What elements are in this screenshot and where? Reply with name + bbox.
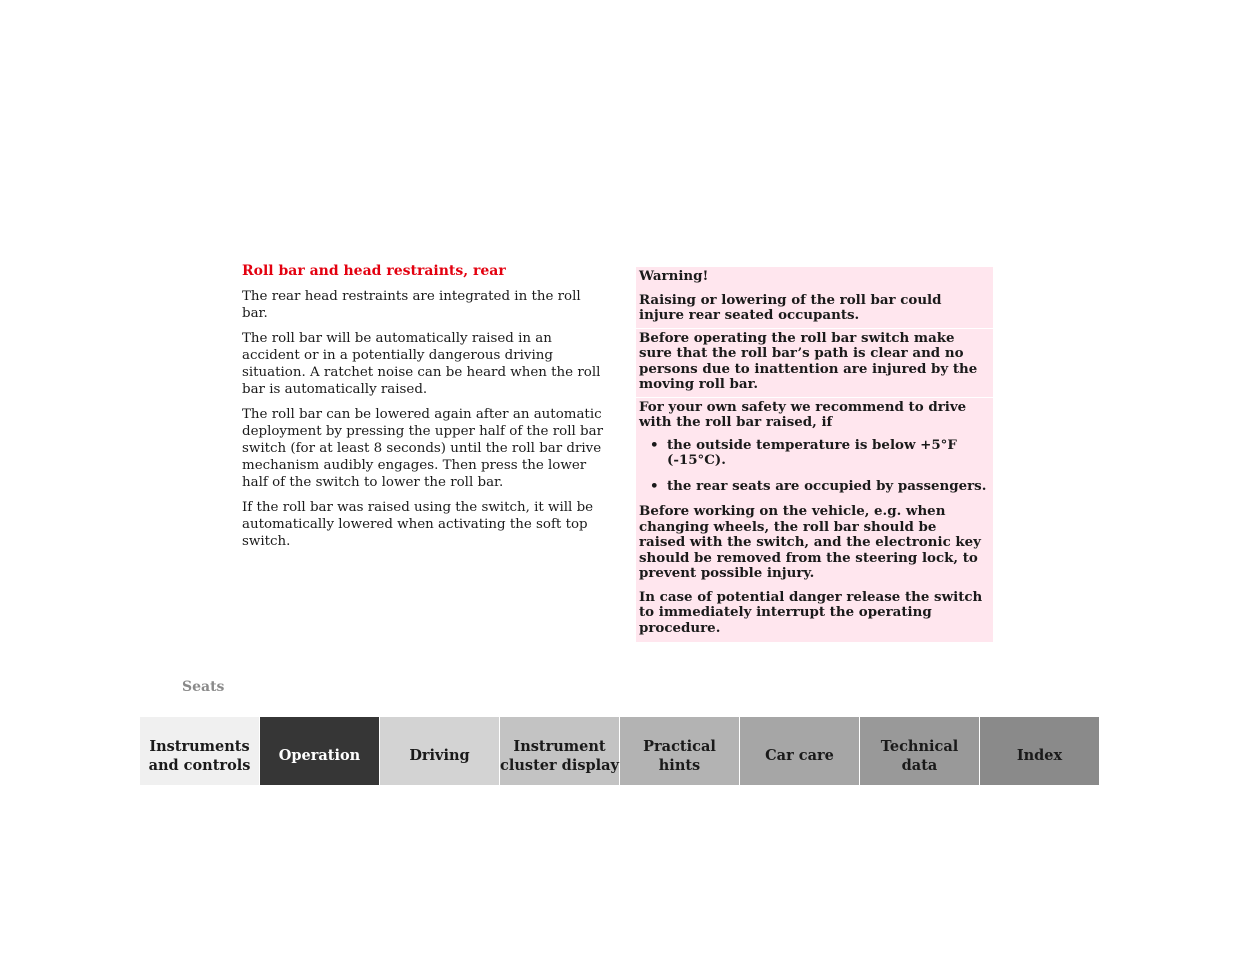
chapter-nav [140,717,1099,785]
section-heading: Roll bar and head restraints, rear [242,263,506,279]
paragraph: If the roll bar was raised using the switch, it will be automatically lowered when activating the soft top switch. [242,500,594,549]
tab-label-line: Index [1016,747,1063,764]
warning-bullet-list [639,438,987,495]
tab-label-line: Instruments [149,737,250,755]
main-content [242,263,607,558]
paragraph: The rear head restraints are integrated in the roll bar. [242,289,581,321]
paragraph: The roll bar can be lowered again after an automatic deployment by pressing the upper half of the roll bar switch (for at least 8 seconds) until the roll bar drive mechanism audibly engages. Then press the lower half of the switch to lower the roll bar. [242,407,603,490]
nav-tab-instruments-and-controls[interactable] [140,717,259,785]
nav-tab-driving[interactable] [380,717,499,785]
nav-tab-practical-hints[interactable] [620,717,739,785]
tab-label-line: data [901,756,938,774]
tab-label-line: Instrument [513,737,606,755]
warning-title: Warning! [639,268,709,284]
tab-label-line: Technical [880,737,959,755]
tab-label-line: Driving [409,747,470,764]
warning-block [636,267,993,329]
paragraph: The roll bar will be automatically raised in an accident or in a potentially dangerous driving situation. A ratchet noise can be heard when the roll bar is automatically raised. [242,331,601,397]
warning-block [636,398,993,643]
warning-text: Before operating the roll bar switch make sure that the roll bar’s path is clear and no persons due to inattention are injured by the moving roll bar. [639,329,978,392]
warning-text: For your own safety we recommend to drive with the roll bar raised, if [639,398,967,430]
warning-bullet: • the rear seats are occupied by passengers. [639,479,987,495]
warning-block [636,329,993,398]
nav-tab-operation[interactable] [260,717,379,785]
warning-text: Raising or lowering of the roll bar could injure rear seated occupants. [639,291,942,323]
nav-tab-technical-data[interactable] [860,717,979,785]
tab-label-line: cluster display [500,756,619,774]
warning-text: Before working on the vehicle, e.g. when changing wheels, the roll bar should be raised with the switch, and the electronic key should be removed from the steering lock, to prevent possible injury. [639,503,981,581]
tab-label-line: Operation [278,747,361,764]
warning-text: In case of potential danger release the switch to immediately interrupt the operating procedure. [639,588,983,636]
nav-tab-index[interactable] [980,717,1099,785]
section-label: Seats [182,679,225,695]
tab-label-line: and controls [148,756,251,774]
tab-label-line: Car care [765,747,834,764]
warning-box [636,267,993,642]
nav-tab-car-care[interactable] [740,717,859,785]
nav-tab-instrument-cluster-display[interactable] [500,717,619,785]
warning-bullet: • the outside temperature is below +5°F (-15°C). [639,438,987,469]
tab-label-line: Practical hints [643,737,716,774]
